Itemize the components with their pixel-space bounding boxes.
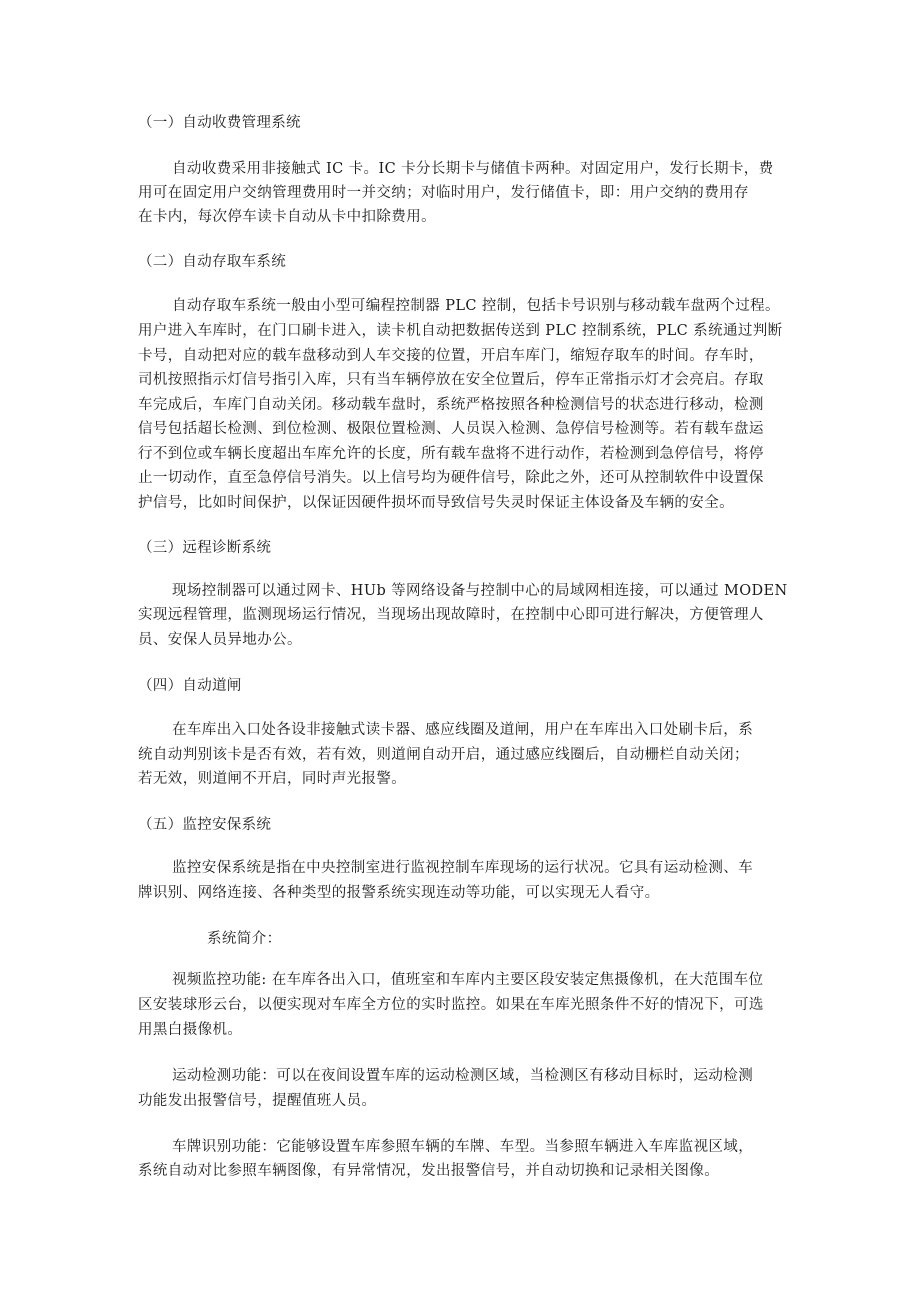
paragraph-line: 现场控制器可以通过网卡、HUb 等网络设备与控制中心的局域网相连接，可以通过 MODEN [172, 583, 788, 599]
paragraph-line: 行不到位或车辆长度超出车库允许的长度，所有载车盘将不进行动作，若检测到急停信号，将停 [138, 446, 764, 462]
paragraph-line: 信号包括超长检测、到位检测、极限位置检测、人员误入检测、急停信号检测等。若有载车盘运 [138, 421, 764, 437]
paragraph-line: 车完成后，车库门自动关闭。移动载车盘时，系统严格按照各种检测信号的状态进行移动，检测 [138, 397, 764, 413]
section-heading-5: （五）监控安保系统 [138, 817, 272, 833]
paragraph-line: 用可在固定用户交纳管理费用时一并交纳；对临时用户，发行储值卡，即：用户交纳的费用存 [138, 185, 749, 201]
paragraph-line: 监控安保系统是指在中央控制室进行监视控制车库现场的运行状况。它具有运动检测、车 [172, 860, 754, 876]
paragraph-line: 在车库出入口处各设非接触式读卡器、感应线圈及道闸，用户在车库出入口处刷卡后，系 [172, 722, 754, 738]
paragraph-line: 区安装球形云台，以便实现对车库全方位的实时监控。如果在车库光照条件不好的情况下，可选 [138, 997, 764, 1013]
paragraph-line: 用黑白摄像机。 [138, 1022, 243, 1038]
paragraph-line: 员、安保人员异地办公。 [138, 632, 302, 648]
section-heading-3: （三）远程诊断系统 [138, 540, 272, 556]
paragraph-line: 自动存取车系统一般由小型可编程控制器 PLC 控制，包括卡号识别与移动载车盘两个过程。 [172, 298, 780, 314]
paragraph-line: 车牌识别功能：它能够设置车库参照车辆的车牌、车型。当参照车辆进入车库监视区域， [172, 1139, 754, 1155]
paragraph-line: 在卡内，每次停车读卡自动从卡中扣除费用。 [138, 209, 436, 225]
section-heading-4: （四）自动道闸 [138, 678, 242, 694]
paragraph-line: 止一切动作，直至急停信号消失。以上信号均为硬件信号，除此之外，还可从控制软件中设置保 [138, 470, 764, 486]
paragraph-line: 牌识别、网络连接、各种类型的报警系统实现连动等功能，可以实现无人看守。 [138, 885, 660, 901]
paragraph-line: 若无效，则道闸不开启，同时声光报警。 [138, 771, 407, 787]
paragraph-line: 功能发出报警信号，提醒值班人员。 [138, 1093, 377, 1109]
paragraph-line: 自动收费采用非接触式 IC 卡。IC 卡分长期卡与储值卡两种。对固定用户，发行长期卡，费 [172, 161, 774, 177]
paragraph-line: 护信号，比如时间保护，以保证因硬件损坏而导致信号失灵时保证主体设备及车辆的安全。 [138, 495, 734, 511]
paragraph-line: 实现远程管理，监测现场运行情况，当现场出现故障时，在控制中心即可进行解决，方便管理人 [138, 607, 764, 623]
paragraph-line: 系统自动对比参照车辆图像，有异常情况，发出报警信号，并自动切换和记录相关图像。 [138, 1163, 720, 1179]
section-heading-2: （二）自动存取车系统 [138, 254, 286, 270]
paragraph-line: 司机按照指示灯信号指引入库，只有当车辆停放在安全位置后，停车正常指示灯才会亮启。存取 [138, 372, 764, 388]
paragraph-line: 卡号，自动把对应的载车盘移动到人车交接的位置，开启车库门，缩短存取车的时间。存车时， [138, 348, 764, 364]
paragraph-line: 运动检测功能：可以在夜间设置车库的运动检测区域，当检测区有移动目标时，运动检测 [172, 1068, 754, 1084]
paragraph-line: 统自动判别该卡是否有效，若有效，则道闸自动开启，通过感应线圈后，自动栅栏自动关闭； [138, 747, 749, 763]
section-heading-1: （一）自动收费管理系统 [138, 115, 301, 131]
paragraph-line: 用户进入车库时，在门口刷卡进入，读卡机自动把数据传送到 PLC 控制系统，PLC 系统通过判断 [138, 323, 783, 339]
intro-label: 系统简介： [207, 931, 282, 947]
paragraph-line: 视频监控功能: 在车库各出入口，值班室和车库内主要区段安装定焦摄像机，在大范围车位 [172, 972, 764, 988]
